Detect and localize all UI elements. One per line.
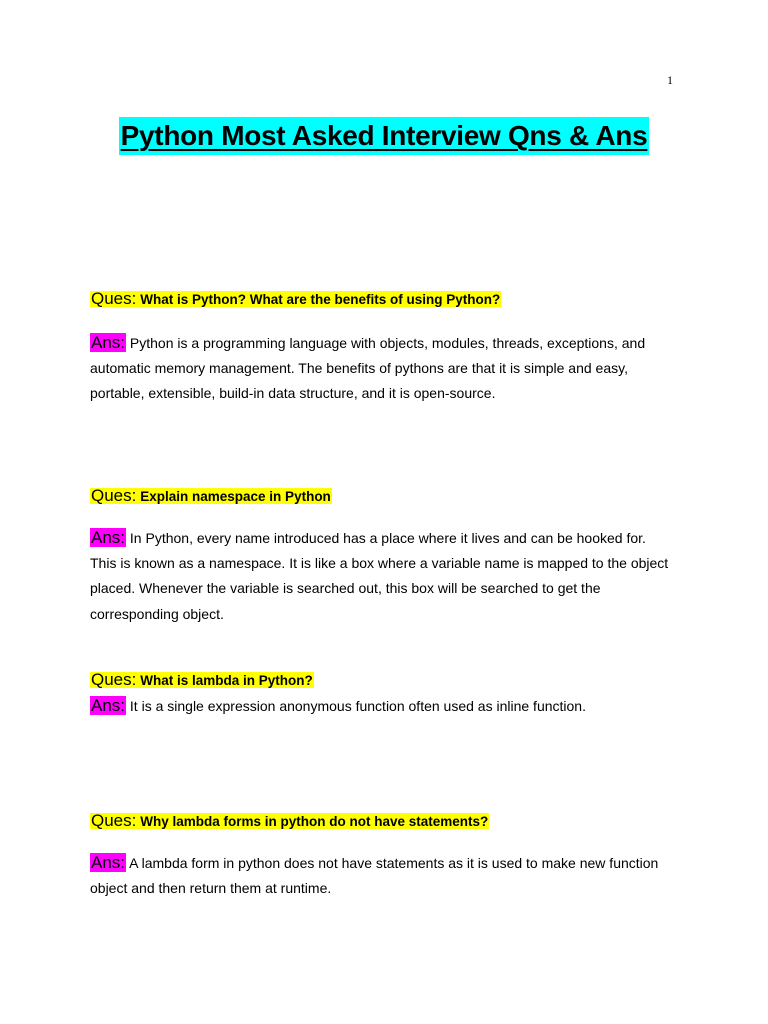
question-prefix: Ques: <box>91 486 137 505</box>
answer-prefix: Ans: <box>91 853 126 872</box>
question-prefix: Ques: <box>91 670 137 689</box>
answer-paragraph <box>90 525 670 627</box>
answer-prefix: Ans: <box>91 528 126 547</box>
answer-paragraph <box>90 693 670 719</box>
answer-paragraph <box>90 850 670 901</box>
question-text: What is Python? What are the benefits of using Python? <box>140 292 501 307</box>
answer-text: It is a single expression anonymous function often used as inline function. <box>129 698 586 714</box>
question-text: What is lambda in Python? <box>140 673 313 688</box>
qa-item-2 <box>90 485 670 627</box>
question-highlight <box>90 813 489 829</box>
question-highlight <box>90 672 314 688</box>
question-highlight <box>90 291 501 307</box>
qa-item-3 <box>90 669 670 719</box>
answer-paragraph <box>90 330 670 407</box>
answer-prefix: Ans: <box>91 696 126 715</box>
question-line <box>90 288 670 311</box>
question-line <box>90 669 670 692</box>
qa-item-4 <box>90 810 670 901</box>
title-container <box>0 117 768 155</box>
question-line <box>90 810 670 833</box>
question-highlight <box>90 488 332 504</box>
answer-text: In Python, every name introduced has a place where it lives and can be hooked for. This is known as a namespace. It is like a box where a variable name is mapped to the object placed. Whenever the variable is searched out, this box will be searched to get the corresponding object. <box>90 530 669 622</box>
question-text: Explain namespace in Python <box>140 489 331 504</box>
page-number: 1 <box>667 73 673 87</box>
question-line <box>90 485 670 508</box>
answer-prefix: Ans: <box>91 333 126 352</box>
qa-item-1 <box>90 288 670 407</box>
answer-text: Python is a programming language with objects, modules, threads, exceptions, and automatic memory management. The benefits of pythons are that it is simple and easy, portable, extensible, build-in data structure, and it is open-source. <box>90 335 646 402</box>
question-prefix: Ques: <box>91 811 137 830</box>
question-prefix: Ques: <box>91 289 137 308</box>
answer-text: A lambda form in python does not have statements as it is used to make new function object and then return them at runtime. <box>90 855 659 897</box>
question-text: Why lambda forms in python do not have statements? <box>140 814 489 829</box>
page-title: Python Most Asked Interview Qns & Ans <box>119 117 650 155</box>
